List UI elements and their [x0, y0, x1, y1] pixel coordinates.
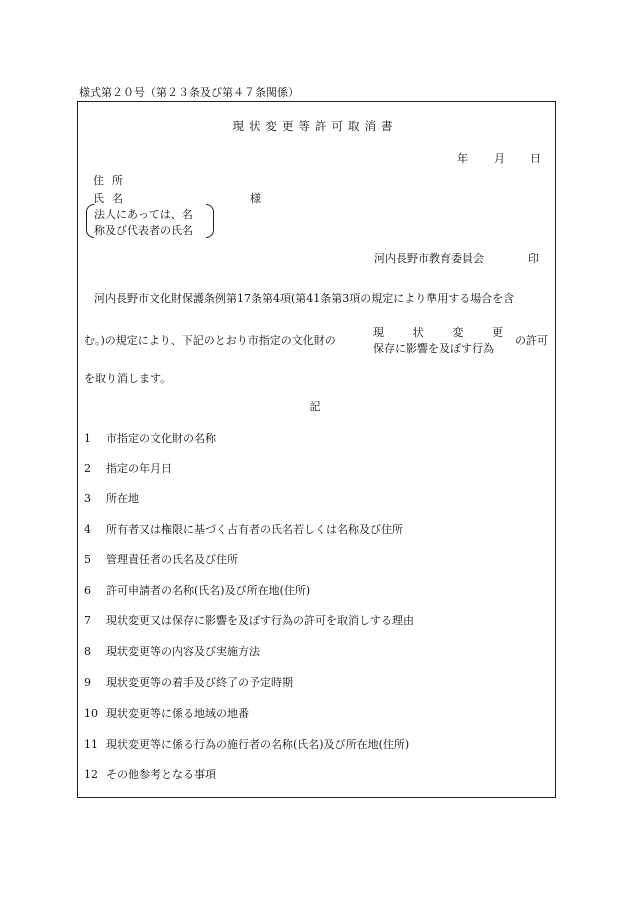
item-number: 10	[84, 707, 98, 720]
stack-char: 更	[491, 326, 503, 339]
item-text: 所有者又は権限に基づく占有者の氏名若しくは名称及び住所	[106, 523, 403, 536]
seal-mark: 印	[528, 252, 539, 265]
document-title: 現状変更等許可取消書	[232, 119, 398, 133]
body-line-1: 河内長野市文化財保護条例第17条第4項(第41条第3項の規定により準用する場合を含	[94, 292, 515, 305]
item-number: 12	[84, 768, 98, 781]
right-bracket	[206, 204, 214, 238]
item-number: 4	[84, 523, 91, 536]
date-month-label: 月	[494, 152, 505, 165]
item-number: 3	[84, 492, 91, 505]
item-number: 9	[84, 676, 91, 689]
item-number: 1	[84, 432, 91, 445]
body-line-2: む。)の規定により、下記のとおり市指定の文化財の	[84, 334, 336, 347]
issuer-name: 河内長野市教育委員会	[374, 252, 484, 265]
list-item	[84, 674, 293, 690]
item-number: 7	[84, 614, 91, 627]
stacked-option-top	[373, 324, 503, 340]
list-item	[84, 736, 409, 752]
item-number: 11	[84, 738, 98, 751]
item-text: 現状変更等の内容及び実施方法	[106, 645, 260, 658]
name-label: 氏名	[93, 192, 131, 205]
body-permission-suffix: の許可	[515, 334, 548, 347]
stack-char: 状	[412, 326, 424, 339]
item-text: 現状変更又は保存に影響を及ぼす行為の許可を取消しする理由	[106, 614, 414, 627]
list-item	[84, 521, 403, 537]
list-item	[84, 612, 414, 628]
list-item	[84, 582, 310, 598]
item-number: 2	[84, 462, 91, 475]
list-item	[84, 430, 216, 446]
list-item	[84, 705, 249, 721]
item-number: 6	[84, 584, 91, 597]
item-text: 現状変更等に係る地域の地番	[106, 707, 249, 720]
item-text: 現状変更等の着手及び終了の予定時期	[106, 676, 293, 689]
date-year-label: 年	[457, 152, 468, 165]
item-text: 許可申請者の名称(氏名)及び所在地(住所)	[106, 584, 311, 597]
item-text: 管理責任者の氏名及び住所	[106, 553, 238, 566]
ki-heading: 記	[309, 400, 321, 413]
corporation-note-line2: 称及び代表者の氏名	[94, 224, 193, 237]
item-number: 5	[84, 553, 91, 566]
item-text: 所在地	[106, 492, 139, 505]
stack-char: 変	[452, 326, 464, 339]
left-bracket	[86, 204, 94, 238]
list-item	[84, 460, 172, 476]
item-text: その他参考となる事項	[106, 768, 216, 781]
date-day-label: 日	[530, 152, 541, 165]
list-item	[84, 643, 260, 659]
item-text: 指定の年月日	[106, 462, 172, 475]
stacked-option-bottom: 保存に影響を及ぼす行為	[373, 342, 494, 355]
list-item	[84, 490, 139, 506]
corporation-note-line1: 法人にあっては、名	[94, 208, 193, 221]
item-text: 現状変更等に係る行為の施行者の名称(氏名)及び所在地(住所)	[106, 738, 410, 751]
body-line-3: を取り消します。	[84, 372, 172, 385]
form-number-header: 様式第２０号（第２３条及び第４７条関係）	[79, 86, 299, 99]
honorific-sama: 様	[250, 192, 261, 205]
address-label: 住所	[93, 174, 131, 187]
list-item	[84, 551, 238, 567]
stack-char: 現	[373, 326, 384, 339]
list-item	[84, 766, 216, 782]
item-text: 市指定の文化財の名称	[106, 432, 216, 445]
item-number: 8	[84, 645, 91, 658]
